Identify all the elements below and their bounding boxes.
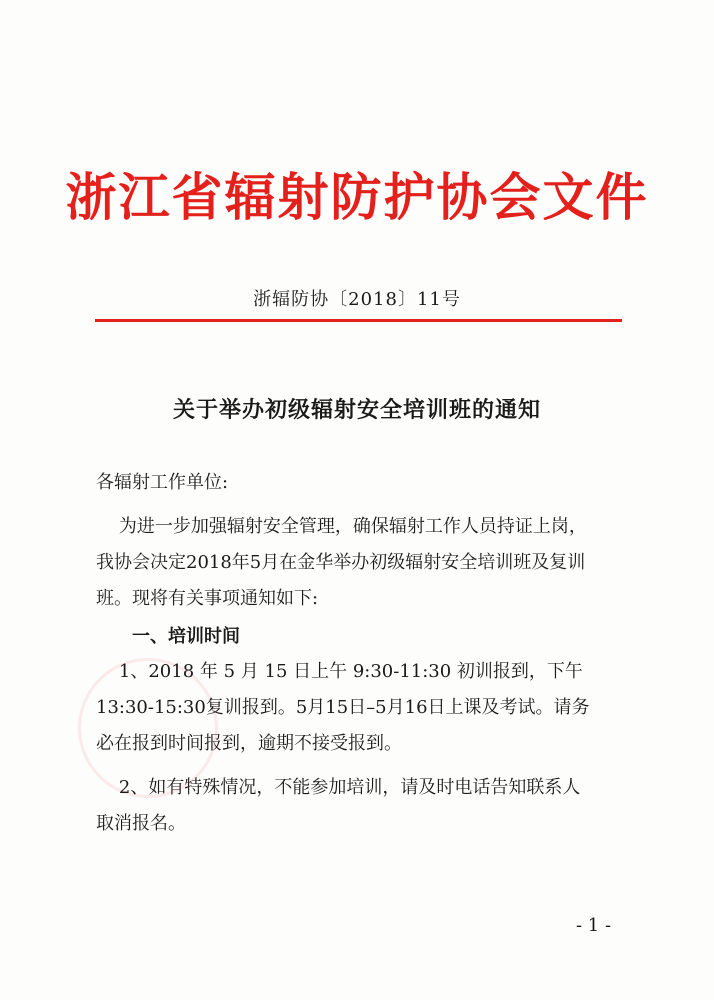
- intro-line-3: 班。现将有关事项通知如下:: [96, 588, 319, 609]
- item2-line-2: 取消报名。: [96, 813, 186, 834]
- red-separator-line: [95, 319, 622, 322]
- intro-line-1: 为进一步加强辐射安全管理，确保辐射工作人员持证上岗，: [96, 516, 587, 537]
- intro-line-2: 我协会决定2018年5月在金华举办初级辐射安全培训班及复训: [96, 552, 586, 573]
- item1-line-3: 必在报到时间报到，逾期不接受报到。: [96, 733, 402, 754]
- org-file-title: 浙江省辐射防护协会文件: [65, 169, 649, 228]
- salutation: 各辐射工作单位:: [96, 472, 229, 493]
- item1-line-1: 1、2018 年 5 月 15 日上午 9:30-11:30 初训报到，下午: [96, 661, 583, 682]
- item2-line-1: 2、如有特殊情况，不能参加培训，请及时电话告知联系人: [96, 777, 581, 798]
- section-heading-training-time: 一、培训时间: [132, 626, 240, 647]
- item1-line-2: 13:30-15:30复训报到。5月15日–5月16日上课及考试。请务: [96, 697, 590, 718]
- notice-title: 关于举办初级辐射安全培训班的通知: [172, 398, 541, 423]
- page-number: - 1 -: [576, 915, 612, 936]
- document-number: 浙辐防协〔2018〕11号: [253, 289, 461, 310]
